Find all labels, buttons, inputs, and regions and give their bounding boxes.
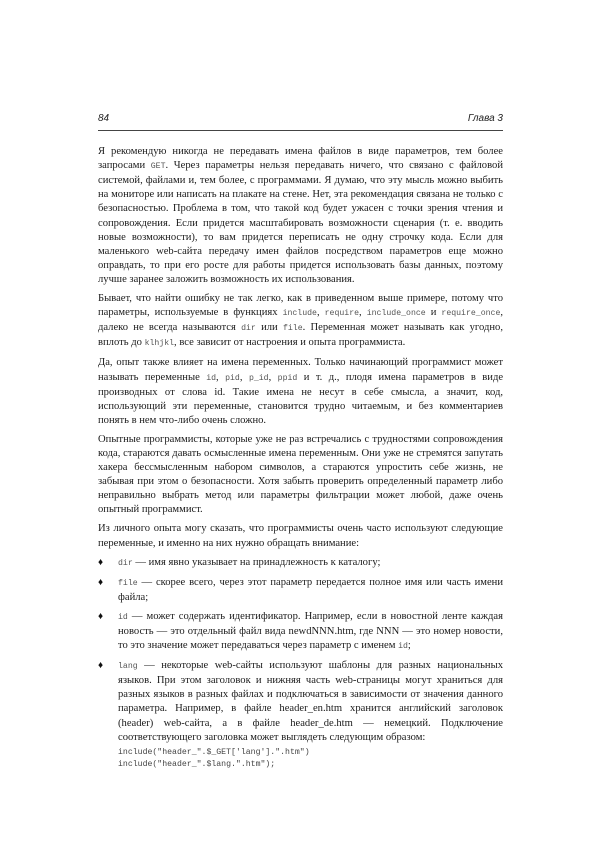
inline-code: id [118, 612, 128, 622]
diamond-bullet-icon: ♦ [98, 576, 104, 588]
inline-code: id [398, 642, 408, 652]
inline-code: include [282, 309, 317, 319]
variable-list [98, 556, 503, 771]
text-run: Я рекомендую никогда не передавать имена файлов в виде параметров, тем более запросами [98, 146, 503, 172]
text-run: , [359, 307, 367, 319]
inline-code: require [324, 309, 360, 319]
paragraph [98, 145, 503, 287]
text-run: , [268, 371, 278, 383]
running-header [98, 112, 503, 131]
text-run: — скорее всего, через этот параметр передается полное имя или часть имени файла; [118, 576, 503, 603]
inline-code: require_once [441, 309, 501, 319]
inline-code: pid [225, 373, 240, 383]
diamond-bullet-icon: ♦ [98, 556, 104, 568]
inline-code: p_id [248, 373, 269, 383]
text-run: Да, опыт также влияет на имена переменных. Только начинающий программист может называть переменные [98, 357, 503, 383]
diamond-bullet-icon: ♦ [98, 660, 104, 672]
list-item [98, 610, 503, 654]
paragraph [98, 292, 503, 351]
text-run: , все зависит от настроения и опыта программиста. [174, 337, 406, 349]
text-run: . Через параметры нельзя передавать ничего, что связано с файловой системой, файлами и, тем более, с программами. Я думаю, что эту мысль можно выбить на мониторе или написать на плакате на стене. Нет, эта рекомендация связана не только с безопасностью. Проблема в том, что такой код будет ужасен с точки зрения чтения и сопровождения. Если придется масштабировать возможности сценария (т. е. вводить новые возможности), то вам придется переписать не одну строчку кода. Если для маленького web-сайта передачу имен файлов посредством параметров еще можно оправдать, то при его росте для работы придется использовать базы данных, поэтому лучше заранее заложить возможность их использования. [98, 160, 503, 285]
diamond-bullet-icon: ♦ [98, 610, 104, 622]
inline-code: file [282, 324, 303, 334]
book-page [98, 112, 503, 776]
page-number: 84 [98, 113, 110, 124]
text-run: , далеко не всегда называются [98, 307, 504, 334]
chapter-title: Глава 3 [467, 113, 503, 124]
inline-code: dir [241, 324, 256, 334]
text-run: или [255, 322, 283, 334]
code-block [118, 747, 503, 771]
inline-code: ppid [277, 373, 298, 383]
inline-code: klhjkl [144, 339, 175, 349]
paragraph [98, 433, 503, 518]
text-run: и [425, 307, 442, 319]
body-text [98, 145, 503, 551]
inline-code: GET [150, 162, 166, 172]
text-run: , [239, 371, 249, 383]
text-run: Опытные программисты, которые уже не раз встречались с трудностями сопровождения кода, стараются давать осмысленные имена переменным. Они уже не стремятся запутать хакера бессмысленным набором символов, а стараются упростить себе жизнь, не забывая при этом о безопасности. Хотя забыть проверить определенный параметр либо неправильно выбрать метод или параметры фильтрации может любой, даже очень опытный программист. [98, 433, 503, 516]
text-run: — может содержать идентификатор. Например, если в новостной ленте каждая новость — это отдельный файл вида newdNNN.htm, где NNN — это номер новости, то это значение может передаваться через параметр с именем [118, 610, 503, 652]
paragraph [98, 356, 503, 427]
text-run: — некоторые web-сайты используют шаблоны для разных национальных языков. При этом заголовок и нижняя часть web-страницы могут храниться для разных языков в разных файлах и подключаться в зависимости от значения данного параметра. Например, в файле header_en.htm хранится английский заголовок (header) web-сайта, а в файле header_de.htm — немецкий. Подключение соответствующего заголовка может выглядеть следующим образом: [118, 660, 503, 743]
text-run: — имя явно указывает на принадлежность к каталогу; [132, 556, 381, 568]
list-item [98, 659, 503, 771]
text-run: . Переменная может называть как угодно, вплоть до [98, 322, 503, 349]
text-run: и т. д., плодя имена параметров в виде производных от слова id. Такие имена не несут в себе смысла, а значит, код, использующий эти переменные, становится трудно читаемым, и без комментариев понять в нем что-либо очень сложно. [98, 371, 504, 426]
text-run: , [216, 371, 226, 383]
list-item [98, 556, 503, 571]
inline-code: dir [118, 558, 133, 568]
inline-code: include_once [366, 309, 426, 319]
paragraph [98, 522, 503, 550]
text-run: Бывает, что найти ошибку не так легко, как в приведенном выше примере, потому что параметры, используемые в функциях [98, 293, 503, 319]
text-run: ; [407, 640, 411, 652]
inline-code: id [206, 373, 217, 383]
code-line: include("header_".$_GET['lang'].".htm") [118, 747, 310, 757]
inline-code: file [118, 578, 138, 588]
code-line: include("header_".$lang.".htm"); [118, 759, 276, 769]
text-run: Из личного опыта могу сказать, что программисты очень часто используют следующие переменные, и именно на них нужно обращать внимание: [98, 523, 503, 549]
list-item [98, 576, 503, 605]
inline-code: lang [118, 662, 138, 672]
text-run: , [316, 307, 325, 319]
